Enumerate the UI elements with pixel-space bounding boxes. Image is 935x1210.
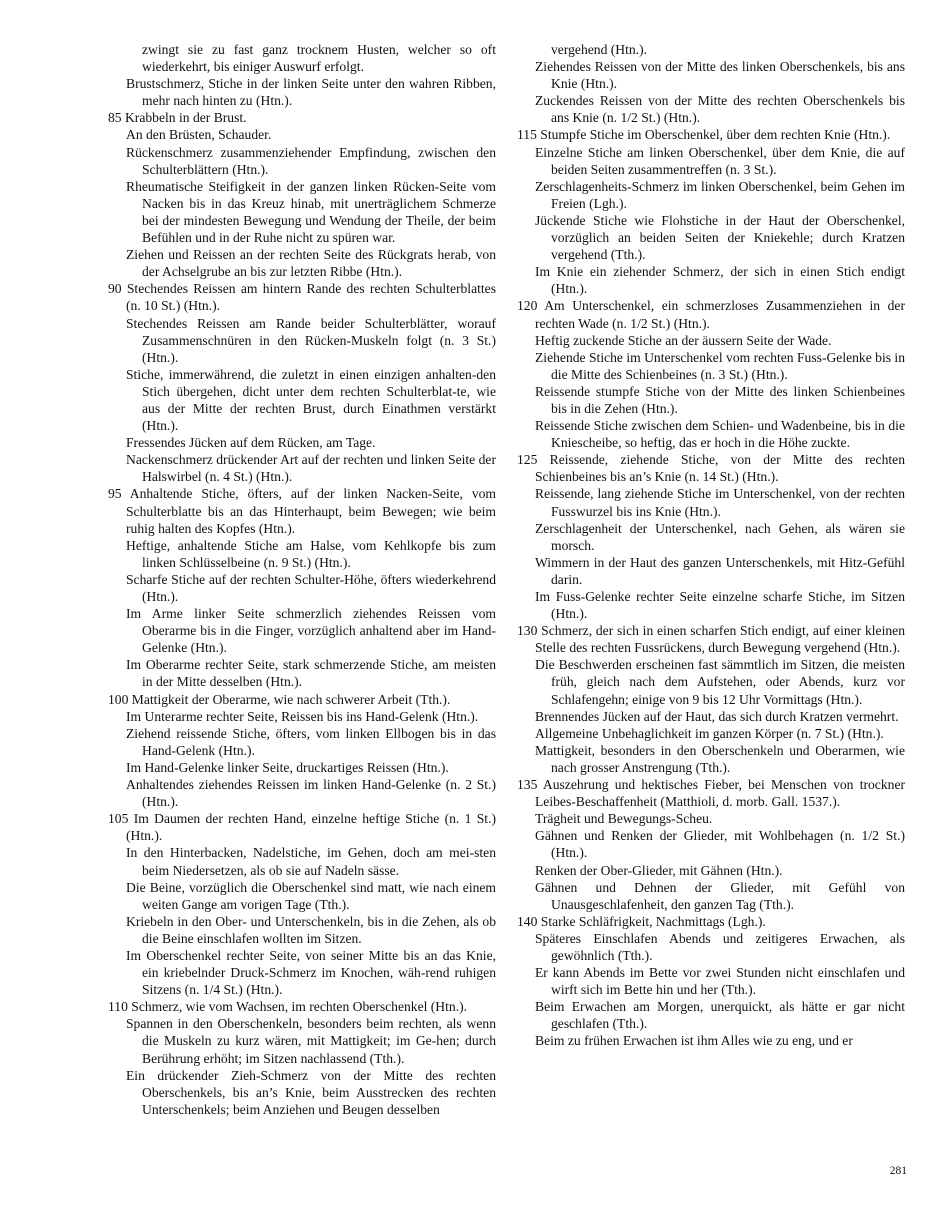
symptom-entry: Kriebeln in den Ober- und Unterschenkeln, bis in die Zehen, als ob die Beine einschlafen wollten im Sitzen. xyxy=(126,913,496,946)
symptom-entry: 115 Stumpfe Stiche im Oberschenkel, über dem rechten Knie (Htn.). xyxy=(517,127,891,143)
symptom-entry: Jückende Stiche wie Flohstiche in der Haut der Oberschenkel, vorzüglich an beiden Seiten der Kniekehle; durch Kratzen vergehend (Tth.). xyxy=(535,212,905,263)
left-column xyxy=(108,41,496,1118)
symptom-entry: Im Oberarme rechter Seite, stark schmerzende Stiche, am meisten in der Mitte desselben (Htn.). xyxy=(126,657,496,690)
symptom-entry: Einzelne Stiche am linken Oberschenkel, über dem Knie, die auf beiden Seiten zusammentreffen (n. 3 St.). xyxy=(535,144,905,177)
symptom-entry: Im Knie ein ziehender Schmerz, der sich in einen Stich endigt (Htn.). xyxy=(535,264,905,297)
symptom-entry: Scharfe Stiche auf der rechten Schulter-Höhe, öfters wiederkehrend (Htn.). xyxy=(126,571,496,604)
symptom-entry: Brennendes Jücken auf der Haut, das sich durch Kratzen vermehrt. xyxy=(535,708,899,724)
symptom-entry: Im Arme linker Seite schmerzlich ziehendes Reissen vom Oberarme bis in die Finger, vorzüglich anhaltend aber im Hand-Gelenke (Htn.). xyxy=(126,606,496,656)
symptom-entry: 90 Stechendes Reissen am hintern Rande des rechten Schulterblattes (n. 10 St.) (Htn.). xyxy=(108,281,496,314)
symptom-entry: vergehend (Htn.). xyxy=(551,42,648,57)
symptom-entry: 85 Krabbeln in der Brust. xyxy=(108,110,247,126)
symptom-entry: Heftig zuckende Stiche an der äussern Seite der Wade. xyxy=(535,332,832,348)
symptom-entry: Zerschlagenheit der Unterschenkel, nach Gehen, als wären sie morsch. xyxy=(535,520,905,553)
symptom-entry: Im Oberschenkel rechter Seite, von seiner Mitte bis an das Knie, ein kriebelnder Druck-Schmerz im Knochen, wäh-rend ruhigen Sitzens (n. 1/4 St.) (Htn.). xyxy=(126,947,496,998)
symptom-entry: Ziehendes Reissen von der Mitte des linken Oberschenkels, bis ans Knie (Htn.). xyxy=(535,59,905,92)
symptom-entry: 135 Auszehrung und hektisches Fieber, bei Menschen von trockner Leibes-Beschaffenheit (Matthioli, d. morb. Gall. 1537.). xyxy=(517,777,905,810)
symptom-entry: Ziehende Stiche im Unterschenkel vom rechten Fuss-Gelenke bis in die Mitte des Schienbeines (n. 3 St.) (Htn.). xyxy=(535,349,905,382)
page-number: 281 xyxy=(889,1165,907,1177)
symptom-entry: An den Brüsten, Schauder. xyxy=(126,127,272,143)
symptom-entry: Ein drückender Zieh-Schmerz von der Mitte des rechten Oberschenkels, bis an’s Knie, beim Ausstrecken des rechten Unterschenkels; beim Anziehen und Beugen desselben xyxy=(126,1067,496,1117)
symptom-entry: Rheumatische Steifigkeit in der ganzen linken Rücken-Seite vom Nacken bis in das Kreuz hinab, mit unerträglichem Schmerze bei der mindesten Bewegung und Wendung der Theile, der beim Befühlen und in der Ruhe nicht zu spüren war. xyxy=(126,178,496,246)
symptom-entry: Nackenschmerz drückender Art auf der rechten und linken Seite der Halswirbel (n. 4 St.) (Htn.). xyxy=(126,452,496,485)
symptom-entry: Im Hand-Gelenke linker Seite, druckartiges Reissen (Htn.). xyxy=(126,759,449,775)
symptom-entry: Wimmern in der Haut des ganzen Unterschenkels, mit Hitz-Gefühl darin. xyxy=(535,554,905,587)
symptom-entry: Die Beschwerden erscheinen fast sämmtlich im Sitzen, die meisten früh, gleich nach dem Aufstehen, oder Abends, kurz vor Schlafengehn; einige von 9 bis 12 Uhr Vormittags (Htn.). xyxy=(535,657,905,707)
symptom-entry: zwingt sie zu fast ganz trocknem Husten, welcher so oft wiederkehrt, bis einiger Auswurf erfolgt. xyxy=(142,42,496,75)
symptom-entry: Gähnen und Dehnen der Glieder, mit Gefühl von Unausgeschlafenheit, den ganzen Tag (Tth.). xyxy=(535,879,905,912)
symptom-entry: Stiche, immerwährend, die zuletzt in einen einzigen anhalten-den Stich übergehen, dicht unter dem rechten Schulterblat-te, wie aus der Mitte der rechten Brust, durch Einathmen verstärkt (Htn.). xyxy=(126,366,496,434)
symptom-entry: Trägheit und Bewegungs-Scheu. xyxy=(535,811,713,827)
symptom-entry: Ziehen und Reissen an der rechten Seite des Rückgrats herab, von der Achselgrube an bis zur letzten Ribbe (Htn.). xyxy=(126,247,496,280)
symptom-entry: 130 Schmerz, der sich in einen scharfen Stich endigt, auf einer kleinen Stelle des rechten Fussrückens, durch Bewegung vergehend (Htn.). xyxy=(517,623,905,656)
symptom-entry: In den Hinterbacken, Nadelstiche, im Gehen, doch am mei-sten beim Niedersetzen, als ob sie auf Nadeln sässe. xyxy=(126,845,496,878)
symptom-entry: 100 Mattigkeit der Oberarme, wie nach schwerer Arbeit (Tth.). xyxy=(108,691,451,707)
symptom-entry: 95 Anhaltende Stiche, öfters, auf der linken Nacken-Seite, vom Schulterblatte bis an das Hinterhaupt, beim Bewegen; wie beim ruhig halten des Kopfes (Htn.). xyxy=(108,486,496,536)
symptom-entry: Späteres Einschlafen Abends und zeitigeres Erwachen, als gewöhnlich (Tth.). xyxy=(535,930,905,963)
symptom-entry: Reissende Stiche zwischen dem Schien- und Wadenbeine, bis in die Kniescheibe, so heftig, das er hoch in die Höhe zuckte. xyxy=(535,418,905,451)
symptom-entry: Beim Erwachen am Morgen, unerquickt, als hätte er gar nicht geschlafen (Tth.). xyxy=(535,999,905,1032)
symptom-entry: Spannen in den Oberschenkeln, besonders beim rechten, als wenn die Muskeln zu kurz wären, mit Mattigkeit; im Ge-hen; durch Berührung erhöht; im Sitzen nachlassend (Tth.). xyxy=(126,1016,496,1066)
symptom-entry: 125 Reissende, ziehende Stiche, von der Mitte des rechten Schienbeines bis an’s Knie (n. 14 St.) (Htn.). xyxy=(517,452,905,485)
symptom-entry: Ziehend reissende Stiche, öfters, vom linken Ellbogen bis in das Hand-Gelenk (Htn.). xyxy=(126,725,496,758)
symptom-entry: Rückenschmerz zusammenziehender Empfindung, zwischen den Schulterblättern (Htn.). xyxy=(126,144,496,177)
symptom-entry: Fressendes Jücken auf dem Rücken, am Tage. xyxy=(126,435,376,451)
symptom-entry: Er kann Abends im Bette vor zwei Stunden nicht einschlafen und wirft sich im Bette hin und her (Tth.). xyxy=(535,965,905,998)
symptom-entry: Im Fuss-Gelenke rechter Seite einzelne scharfe Stiche, im Sitzen (Htn.). xyxy=(535,589,905,622)
symptom-entry: Stechendes Reissen am Rande beider Schulterblätter, worauf Zusammenschnüren in den Rücken-Muskeln folgt (n. 3 St.) (Htn.). xyxy=(126,315,496,365)
right-column xyxy=(517,41,905,1050)
symptom-entry: 105 Im Daumen der rechten Hand, einzelne heftige Stiche (n. 1 St.) (Htn.). xyxy=(108,811,496,844)
symptom-entry: Anhaltendes ziehendes Reissen im linken Hand-Gelenke (n. 2 St.) (Htn.). xyxy=(126,777,496,810)
symptom-entry: Renken der Ober-Glieder, mit Gähnen (Htn.). xyxy=(535,862,783,878)
symptom-entry: Zerschlagenheits-Schmerz im linken Oberschenkel, beim Gehen im Freien (Lgh.). xyxy=(535,178,905,211)
symptom-entry: Heftige, anhaltende Stiche am Halse, vom Kehlkopfe bis zum linken Schlüsselbeine (n. 9 St.) (Htn.). xyxy=(126,537,496,570)
symptom-entry: Brustschmerz, Stiche in der linken Seite unter den wahren Ribben, mehr nach hinten zu (Htn.). xyxy=(126,76,496,109)
symptom-entry: Die Beine, vorzüglich die Oberschenkel sind matt, wie nach einem weiten Gange am vorigen Tage (Tth.). xyxy=(126,879,496,912)
symptom-entry: Reissende stumpfe Stiche von der Mitte des linken Schienbeines bis in die Zehen (Htn.). xyxy=(535,383,905,416)
symptom-entry: Im Unterarme rechter Seite, Reissen bis ins Hand-Gelenk (Htn.). xyxy=(126,708,479,724)
symptom-entry: Beim zu frühen Erwachen ist ihm Alles wie zu eng, und er xyxy=(535,1033,853,1049)
symptom-entry: Mattigkeit, besonders in den Oberschenkeln und Oberarmen, wie nach grosser Anstrengung (Tth.). xyxy=(535,742,905,775)
symptom-entry: 120 Am Unterschenkel, ein schmerzloses Zusammenziehen in der rechten Wade (n. 1/2 St.) (Htn.). xyxy=(517,298,905,331)
symptom-entry: 110 Schmerz, wie vom Wachsen, im rechten Oberschenkel (Htn.). xyxy=(108,999,468,1015)
symptom-entry: Gähnen und Renken der Glieder, mit Wohlbehagen (n. 1/2 St.) (Htn.). xyxy=(535,828,905,861)
symptom-entry: Allgemeine Unbehaglichkeit im ganzen Körper (n. 7 St.) (Htn.). xyxy=(535,725,884,741)
symptom-entry: Reissende, lang ziehende Stiche im Unterschenkel, von der rechten Fusswurzel bis ins Knie (Htn.). xyxy=(535,486,905,519)
symptom-entry: 140 Starke Schläfrigkeit, Nachmittags (Lgh.). xyxy=(517,913,766,929)
symptom-entry: Zuckendes Reissen von der Mitte des rechten Oberschenkels bis ans Knie (n. 1/2 St.) (Htn.). xyxy=(535,93,905,126)
